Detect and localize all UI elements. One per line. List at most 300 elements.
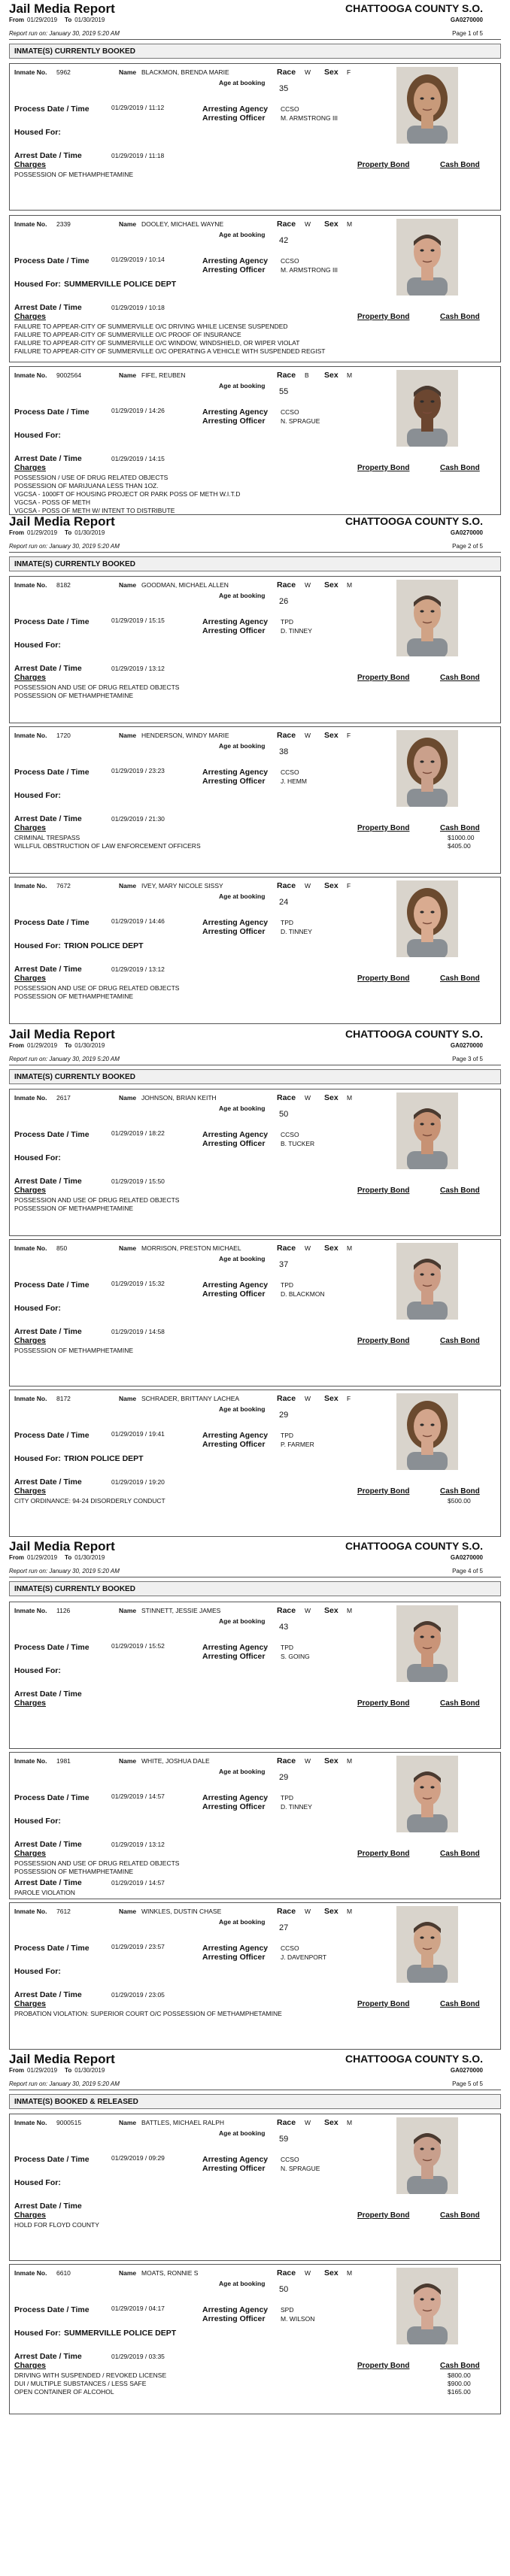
name-label: Name xyxy=(119,2119,137,2126)
charge-text: DUI / MULTIPLE SUBSTANCES / LESS SAFE xyxy=(14,2380,147,2387)
property-bond-link[interactable]: Property Bond xyxy=(357,464,410,472)
arrest-datetime-label: Arrest Date / Time xyxy=(14,1477,82,1487)
charge-text: POSSESSION OF METHAMPHETAMINE xyxy=(14,1205,134,1212)
race-label: Race xyxy=(277,220,296,229)
report-header xyxy=(0,1538,510,1581)
arresting-officer: P. FARMER xyxy=(281,1441,314,1448)
arrest-datetime-label: Arrest Date / Time xyxy=(14,1878,82,1887)
booking-photo xyxy=(396,1393,458,1470)
inmate-no-value: 8172 xyxy=(56,1395,71,1402)
inmate-name: FIFE, REUBEN xyxy=(141,371,186,379)
section-title: INMATE(S) CURRENTLY BOOKED xyxy=(14,560,135,568)
cash-bond-link[interactable]: Cash Bond xyxy=(440,674,480,682)
arresting-agency-label: Arresting Agency xyxy=(202,256,269,265)
race-label: Race xyxy=(277,2118,296,2127)
age-label: Age at booking xyxy=(219,893,266,900)
arresting-agency: SPD xyxy=(281,2306,294,2314)
cash-bond-link[interactable]: Cash Bond xyxy=(440,2000,480,2008)
inmate-no-label: Inmate No. xyxy=(14,371,47,379)
from-date: 01/29/2019 xyxy=(27,1554,58,1561)
inmate-no-label: Inmate No. xyxy=(14,1395,47,1402)
arresting-officer: M. ARMSTRONG III xyxy=(281,266,338,274)
inmate-record xyxy=(9,726,501,874)
process-datetime: 01/29/2019 / 18:22 xyxy=(111,1129,165,1137)
charge-text: POSSESSION AND USE OF DRUG RELATED OBJECTS xyxy=(14,1859,180,1867)
inmate-name: JOHNSON, BRIAN KEITH xyxy=(141,1094,217,1102)
age-value: 27 xyxy=(279,1923,289,1932)
charge-amount: $500.00 xyxy=(448,1497,471,1505)
arresting-agency: CCSO xyxy=(281,408,299,416)
arrest-datetime: 01/29/2019 / 23:05 xyxy=(111,1991,165,1999)
process-label: Process Date / Time xyxy=(14,1944,90,1953)
charge-text: HOLD FOR FLOYD COUNTY xyxy=(14,2221,99,2229)
to-date: 01/30/2019 xyxy=(74,529,105,536)
from-date: 01/29/2019 xyxy=(27,1042,58,1049)
housed-for-label: Housed For: xyxy=(14,1304,61,1313)
arresting-officer-label: Arresting Officer xyxy=(202,2164,266,2173)
arresting-officer: B. TUCKER xyxy=(281,1140,315,1147)
inmate-no-label: Inmate No. xyxy=(14,2269,47,2277)
inmate-no-value: 8182 xyxy=(56,581,71,589)
age-value: 29 xyxy=(279,1773,289,1782)
property-bond-link[interactable]: Property Bond xyxy=(357,674,410,682)
race-label: Race xyxy=(277,1907,296,1916)
property-bond-link[interactable]: Property Bond xyxy=(357,313,410,321)
process-label: Process Date / Time xyxy=(14,1643,90,1652)
section-header xyxy=(9,556,501,571)
age-label: Age at booking xyxy=(219,592,266,599)
agency-name: CHATTOOGA COUNTY S.O. xyxy=(345,2,483,14)
cash-bond-link[interactable]: Cash Bond xyxy=(440,2362,480,2370)
sex-value: M xyxy=(347,2269,353,2277)
property-bond-link[interactable]: Property Bond xyxy=(357,974,410,983)
age-label: Age at booking xyxy=(219,1105,266,1112)
booking-photo xyxy=(396,880,458,957)
section-title: INMATE(S) CURRENTLY BOOKED xyxy=(14,1585,135,1593)
age-value: 42 xyxy=(279,236,289,245)
booking-photo xyxy=(396,67,458,144)
cash-bond-link[interactable]: Cash Bond xyxy=(440,161,480,169)
sex-label: Sex xyxy=(324,881,338,890)
inmate-name: SCHRADER, BRITTANY LACHEA xyxy=(141,1395,240,1402)
booking-photo xyxy=(396,1906,458,1983)
inmate-no-label: Inmate No. xyxy=(14,1908,47,1915)
age-value: 29 xyxy=(279,1411,289,1420)
arrest-datetime-label: Arrest Date / Time xyxy=(14,2202,82,2211)
sex-label: Sex xyxy=(324,1093,338,1102)
race-label: Race xyxy=(277,1093,296,1102)
arresting-agency: TPD xyxy=(281,1281,293,1289)
report-header xyxy=(0,1026,510,1069)
age-value: 24 xyxy=(279,898,289,907)
charge-text: VGCSA - 1000FT OF HOUSING PROJECT OR PARK POSS OF METH W.I.T.D xyxy=(14,490,241,498)
cash-bond-link[interactable]: Cash Bond xyxy=(440,464,480,472)
arresting-officer-label: Arresting Officer xyxy=(202,1139,266,1148)
charges-label: Charges xyxy=(14,1999,47,2008)
race-label: Race xyxy=(277,1606,296,1615)
process-datetime: 01/29/2019 / 15:15 xyxy=(111,617,165,624)
arrest-datetime: 01/29/2019 / 11:18 xyxy=(111,152,165,159)
housed-for-label: Housed For: xyxy=(14,791,61,800)
report-header xyxy=(0,2050,510,2094)
arresting-officer: D. TINNEY xyxy=(281,1803,312,1811)
from-label: From xyxy=(9,17,24,23)
charge-text: PROBATION VIOLATION: SUPERIOR COURT O/C POSSESSION OF METHAMPHETAMINE xyxy=(14,2010,282,2017)
booking-photo xyxy=(396,2268,458,2344)
arrest-datetime: 01/29/2019 / 21:30 xyxy=(111,815,165,823)
inmate-record xyxy=(9,63,501,211)
inmate-record xyxy=(9,576,501,723)
charges-label: Charges xyxy=(14,1849,47,1858)
race-label: Race xyxy=(277,1244,296,1253)
charge-amount: $900.00 xyxy=(448,2380,471,2387)
process-datetime: 01/29/2019 / 23:57 xyxy=(111,1943,165,1950)
header-divider xyxy=(9,552,501,553)
ori-number: GA0270000 xyxy=(450,529,483,536)
arresting-officer: D. TINNEY xyxy=(281,928,312,935)
arresting-agency-label: Arresting Agency xyxy=(202,918,269,927)
ori-number: GA0270000 xyxy=(450,17,483,23)
process-datetime: 01/29/2019 / 15:52 xyxy=(111,1642,165,1650)
name-label: Name xyxy=(119,68,137,76)
age-label: Age at booking xyxy=(219,382,266,389)
race-label: Race xyxy=(277,881,296,890)
charge-text: POSSESSION OF METHAMPHETAMINE xyxy=(14,692,134,699)
charge-text: POSSESSION AND USE OF DRUG RELATED OBJECTS xyxy=(14,683,180,691)
arrest-datetime-label: Arrest Date / Time xyxy=(14,454,82,463)
from-date: 01/29/2019 xyxy=(27,2067,58,2074)
charges-label: Charges xyxy=(14,312,47,321)
charge-text: POSSESSION OF MARIJUANA LESS THAN 1OZ. xyxy=(14,482,159,489)
property-bond-link[interactable]: Property Bond xyxy=(357,2211,410,2220)
inmate-record xyxy=(9,1602,501,1749)
arresting-officer-label: Arresting Officer xyxy=(202,777,266,786)
page-number: Page 3 of 5 xyxy=(452,1056,483,1062)
inmate-no-label: Inmate No. xyxy=(14,220,47,228)
sex-value: M xyxy=(347,371,353,379)
sex-label: Sex xyxy=(324,2268,338,2277)
sex-value: M xyxy=(347,1094,353,1102)
name-label: Name xyxy=(119,882,137,889)
section-title: INMATE(S) CURRENTLY BOOKED xyxy=(14,47,135,56)
property-bond-link[interactable]: Property Bond xyxy=(357,1487,410,1496)
from-date: 01/29/2019 xyxy=(27,529,58,536)
race-value: W xyxy=(305,1757,311,1765)
inmate-record xyxy=(9,215,501,362)
arrest-datetime-label: Arrest Date / Time xyxy=(14,1690,82,1699)
report-page xyxy=(0,513,510,1026)
arresting-agency-label: Arresting Agency xyxy=(202,1643,269,1652)
to-date: 01/30/2019 xyxy=(74,2067,105,2074)
charge-text: POSSESSION OF METHAMPHETAMINE xyxy=(14,993,134,1000)
cash-bond-link[interactable]: Cash Bond xyxy=(440,824,480,832)
age-value: 26 xyxy=(279,597,289,606)
report-page xyxy=(0,1538,510,2050)
name-label: Name xyxy=(119,581,137,589)
sex-value: M xyxy=(347,220,353,228)
arresting-officer-label: Arresting Officer xyxy=(202,1953,266,1962)
process-label: Process Date / Time xyxy=(14,617,90,626)
agency-name: CHATTOOGA COUNTY S.O. xyxy=(345,1028,483,1040)
charge-text: POSSESSION OF METHAMPHETAMINE xyxy=(14,1347,134,1354)
housed-for-label: Housed For: xyxy=(14,1153,61,1162)
charges-label: Charges xyxy=(14,1186,47,1195)
cash-bond-link[interactable]: Cash Bond xyxy=(440,974,480,983)
process-label: Process Date / Time xyxy=(14,408,90,417)
sex-value: F xyxy=(347,68,351,76)
race-label: Race xyxy=(277,371,296,380)
booking-photo xyxy=(396,1243,458,1320)
booking-photo xyxy=(396,1605,458,1682)
race-label: Race xyxy=(277,731,296,740)
property-bond-link[interactable]: Property Bond xyxy=(357,1337,410,1345)
inmate-name: BLACKMON, BRENDA MARIE xyxy=(141,68,229,76)
sex-value: M xyxy=(347,1607,353,1614)
date-range xyxy=(9,1042,105,1049)
property-bond-link[interactable]: Property Bond xyxy=(357,2000,410,2008)
from-label: From xyxy=(9,1042,24,1049)
charges-label: Charges xyxy=(14,823,47,832)
charge-amount: $165.00 xyxy=(448,2388,471,2396)
arresting-agency-label: Arresting Agency xyxy=(202,2155,269,2164)
inmate-no-value: 7672 xyxy=(56,882,71,889)
page-number: Page 5 of 5 xyxy=(452,2080,483,2087)
report-run-on: Report run on: January 30, 2019 5:20 AM xyxy=(9,1568,120,1574)
header-divider xyxy=(9,39,501,40)
cash-bond-link[interactable]: Cash Bond xyxy=(440,1699,480,1708)
housed-for-label: Housed For: xyxy=(14,2329,61,2338)
arresting-officer-label: Arresting Officer xyxy=(202,265,266,274)
arresting-officer: N. SPRAGUE xyxy=(281,417,320,425)
arrest-datetime: 01/29/2019 / 13:12 xyxy=(111,1841,165,1848)
page-number: Page 2 of 5 xyxy=(452,543,483,550)
age-label: Age at booking xyxy=(219,742,266,750)
property-bond-link[interactable]: Property Bond xyxy=(357,824,410,832)
sex-label: Sex xyxy=(324,731,338,740)
charge-text: FAILURE TO APPEAR-CITY OF SUMMERVILLE O/C OPERATING A VEHICLE WITH SUSPENDED REGIST xyxy=(14,347,326,355)
age-value: 38 xyxy=(279,747,289,756)
cash-bond-link[interactable]: Cash Bond xyxy=(440,1337,480,1345)
cash-bond-link[interactable]: Cash Bond xyxy=(440,1487,480,1496)
sex-label: Sex xyxy=(324,1756,338,1765)
arresting-agency: TPD xyxy=(281,1432,293,1439)
arresting-officer: D. TINNEY xyxy=(281,627,312,635)
race-label: Race xyxy=(277,1394,296,1403)
housed-for-value: SUMMERVILLE POLICE DEPT xyxy=(64,2329,177,2338)
property-bond-link[interactable]: Property Bond xyxy=(357,1186,410,1195)
property-bond-link[interactable]: Property Bond xyxy=(357,1850,410,1858)
inmate-no-label: Inmate No. xyxy=(14,1244,47,1252)
name-label: Name xyxy=(119,371,137,379)
arresting-officer-label: Arresting Officer xyxy=(202,2314,266,2323)
charges-label: Charges xyxy=(14,160,47,169)
property-bond-link[interactable]: Property Bond xyxy=(357,2362,410,2370)
inmate-name: MORRISON, PRESTON MICHAEL xyxy=(141,1244,241,1252)
section-header xyxy=(9,44,501,59)
sex-label: Sex xyxy=(324,580,338,589)
date-range xyxy=(9,2067,105,2074)
arresting-agency: CCSO xyxy=(281,1944,299,1952)
sex-label: Sex xyxy=(324,1244,338,1253)
ori-number: GA0270000 xyxy=(450,1042,483,1049)
inmate-name: WINKLES, DUSTIN CHASE xyxy=(141,1908,222,1915)
housed-for-label: Housed For: xyxy=(14,1454,61,1463)
arrest-datetime-label: Arrest Date / Time xyxy=(14,814,82,823)
to-date: 01/30/2019 xyxy=(74,17,105,23)
process-datetime: 01/29/2019 / 15:32 xyxy=(111,1280,165,1287)
sex-value: F xyxy=(347,882,351,889)
race-value: W xyxy=(305,1094,311,1102)
age-label: Age at booking xyxy=(219,231,266,238)
arresting-agency-label: Arresting Agency xyxy=(202,2305,269,2314)
arresting-agency: CCSO xyxy=(281,105,299,113)
housed-for-label: Housed For: xyxy=(14,1666,61,1675)
race-value: W xyxy=(305,1607,311,1614)
charge-text: CITY ORDINANCE: 94-24 DISORDERLY CONDUCT xyxy=(14,1497,165,1505)
charge-text: CRIMINAL TRESPASS xyxy=(14,834,80,841)
arresting-officer-label: Arresting Officer xyxy=(202,1802,266,1811)
charges-label: Charges xyxy=(14,1487,47,1496)
arresting-agency-label: Arresting Agency xyxy=(202,1944,269,1953)
report-header xyxy=(0,0,510,44)
race-value: W xyxy=(305,2269,311,2277)
sex-value: F xyxy=(347,1395,351,1402)
age-value: 55 xyxy=(279,387,289,396)
race-label: Race xyxy=(277,2268,296,2277)
booking-photo xyxy=(396,1093,458,1169)
inmate-no-value: 850 xyxy=(56,1244,68,1252)
arrest-datetime-label: Arrest Date / Time xyxy=(14,1177,82,1186)
arresting-agency: CCSO xyxy=(281,2156,299,2163)
age-value: 50 xyxy=(279,2285,289,2294)
name-label: Name xyxy=(119,1607,137,1614)
booking-photo xyxy=(396,370,458,447)
name-label: Name xyxy=(119,2269,137,2277)
agency-name: CHATTOOGA COUNTY S.O. xyxy=(345,2053,483,2065)
section-header xyxy=(9,1581,501,1596)
arresting-officer-label: Arresting Officer xyxy=(202,1290,266,1299)
arresting-officer: J. HEMM xyxy=(281,777,307,785)
agency-name: CHATTOOGA COUNTY S.O. xyxy=(345,515,483,527)
name-label: Name xyxy=(119,1094,137,1102)
property-bond-link[interactable]: Property Bond xyxy=(357,161,410,169)
arresting-agency: CCSO xyxy=(281,1131,299,1138)
to-label: To xyxy=(65,2067,72,2074)
race-value: W xyxy=(305,1908,311,1915)
report-title: Jail Media Report xyxy=(9,1027,115,1041)
to-date: 01/30/2019 xyxy=(74,1554,105,1561)
to-label: To xyxy=(65,17,72,23)
sex-label: Sex xyxy=(324,1907,338,1916)
age-value: 37 xyxy=(279,1260,289,1269)
arresting-agency: TPD xyxy=(281,618,293,626)
inmate-record xyxy=(9,2264,501,2414)
arrest-datetime-label: Arrest Date / Time xyxy=(14,664,82,673)
arrest-datetime-label: Arrest Date / Time xyxy=(14,2352,82,2361)
report-run-on: Report run on: January 30, 2019 5:20 AM xyxy=(9,30,120,37)
inmate-record xyxy=(9,1089,501,1236)
inmate-record xyxy=(9,1902,501,2050)
housed-for-label: Housed For: xyxy=(14,2178,61,2187)
process-label: Process Date / Time xyxy=(14,1431,90,1440)
inmate-no-value: 9002564 xyxy=(56,371,82,379)
arresting-agency-label: Arresting Agency xyxy=(202,1130,269,1139)
inmate-name: HENDERSON, WINDY MARIE xyxy=(141,732,229,739)
process-datetime: 01/29/2019 / 10:14 xyxy=(111,256,165,263)
age-value: 50 xyxy=(279,1110,289,1119)
race-label: Race xyxy=(277,68,296,77)
from-label: From xyxy=(9,2067,24,2074)
booking-photo xyxy=(396,1756,458,1832)
arresting-officer: M. WILSON xyxy=(281,2315,315,2323)
arrest-datetime-label: Arrest Date / Time xyxy=(14,303,82,312)
date-range xyxy=(9,1554,105,1561)
arresting-officer: D. BLACKMON xyxy=(281,1290,325,1298)
cash-bond-link[interactable]: Cash Bond xyxy=(440,1850,480,1858)
inmate-no-label: Inmate No. xyxy=(14,1757,47,1765)
name-label: Name xyxy=(119,1908,137,1915)
cash-bond-link[interactable]: Cash Bond xyxy=(440,313,480,321)
arresting-officer: S. GOING xyxy=(281,1653,310,1660)
arrest-datetime: 01/29/2019 / 14:15 xyxy=(111,455,165,462)
arrest-datetime: 01/29/2019 / 13:12 xyxy=(111,965,165,973)
report-title: Jail Media Report xyxy=(9,514,115,529)
cash-bond-link[interactable]: Cash Bond xyxy=(440,2211,480,2220)
inmate-no-label: Inmate No. xyxy=(14,882,47,889)
process-datetime: 01/29/2019 / 14:26 xyxy=(111,407,165,414)
charges-label: Charges xyxy=(14,2211,47,2220)
charge-amount: $800.00 xyxy=(448,2371,471,2379)
race-value: W xyxy=(305,1244,311,1252)
booking-photo xyxy=(396,730,458,807)
process-datetime: 01/29/2019 / 23:23 xyxy=(111,767,165,774)
process-label: Process Date / Time xyxy=(14,105,90,114)
to-label: To xyxy=(65,1554,72,1561)
arrest-datetime: 01/29/2019 / 03:35 xyxy=(111,2353,165,2360)
arresting-officer: J. DAVENPORT xyxy=(281,1953,327,1961)
report-title: Jail Media Report xyxy=(9,1539,115,1553)
name-label: Name xyxy=(119,1395,137,1402)
arresting-agency: TPD xyxy=(281,919,293,926)
charge-text: POSSESSION / USE OF DRUG RELATED OBJECTS xyxy=(14,474,168,481)
property-bond-link[interactable]: Property Bond xyxy=(357,1699,410,1708)
ori-number: GA0270000 xyxy=(450,1554,483,1561)
charge-text: FAILURE TO APPEAR-CITY OF SUMMERVILLE O/C DRIVING WHILE LICENSE SUSPENDED xyxy=(14,323,288,330)
inmate-no-value: 1981 xyxy=(56,1757,71,1765)
booking-photo xyxy=(396,580,458,656)
charge-text: FAILURE TO APPEAR-CITY OF SUMMERVILLE O/C WINDOW, WINDSHIELD, OR WIPER VIOLAT xyxy=(14,339,300,347)
to-label: To xyxy=(65,529,72,536)
sex-label: Sex xyxy=(324,1606,338,1615)
sex-value: M xyxy=(347,581,353,589)
charge-text: VGCSA - POSS OF METH xyxy=(14,499,91,506)
cash-bond-link[interactable]: Cash Bond xyxy=(440,1186,480,1195)
charges-label: Charges xyxy=(14,2361,47,2370)
arresting-agency: TPD xyxy=(281,1644,293,1651)
process-label: Process Date / Time xyxy=(14,2305,90,2314)
inmate-record xyxy=(9,1390,501,1537)
charges-label: Charges xyxy=(14,673,47,682)
inmate-no-value: 5962 xyxy=(56,68,71,76)
age-label: Age at booking xyxy=(219,1255,266,1262)
inmate-name: GOODMAN, MICHAEL ALLEN xyxy=(141,581,229,589)
inmate-name: WHITE, JOSHUA DALE xyxy=(141,1757,210,1765)
race-label: Race xyxy=(277,580,296,589)
process-label: Process Date / Time xyxy=(14,1130,90,1139)
inmate-no-value: 2617 xyxy=(56,1094,71,1102)
report-page xyxy=(0,1026,510,1538)
inmate-name: STINNETT, JESSIE JAMES xyxy=(141,1607,221,1614)
